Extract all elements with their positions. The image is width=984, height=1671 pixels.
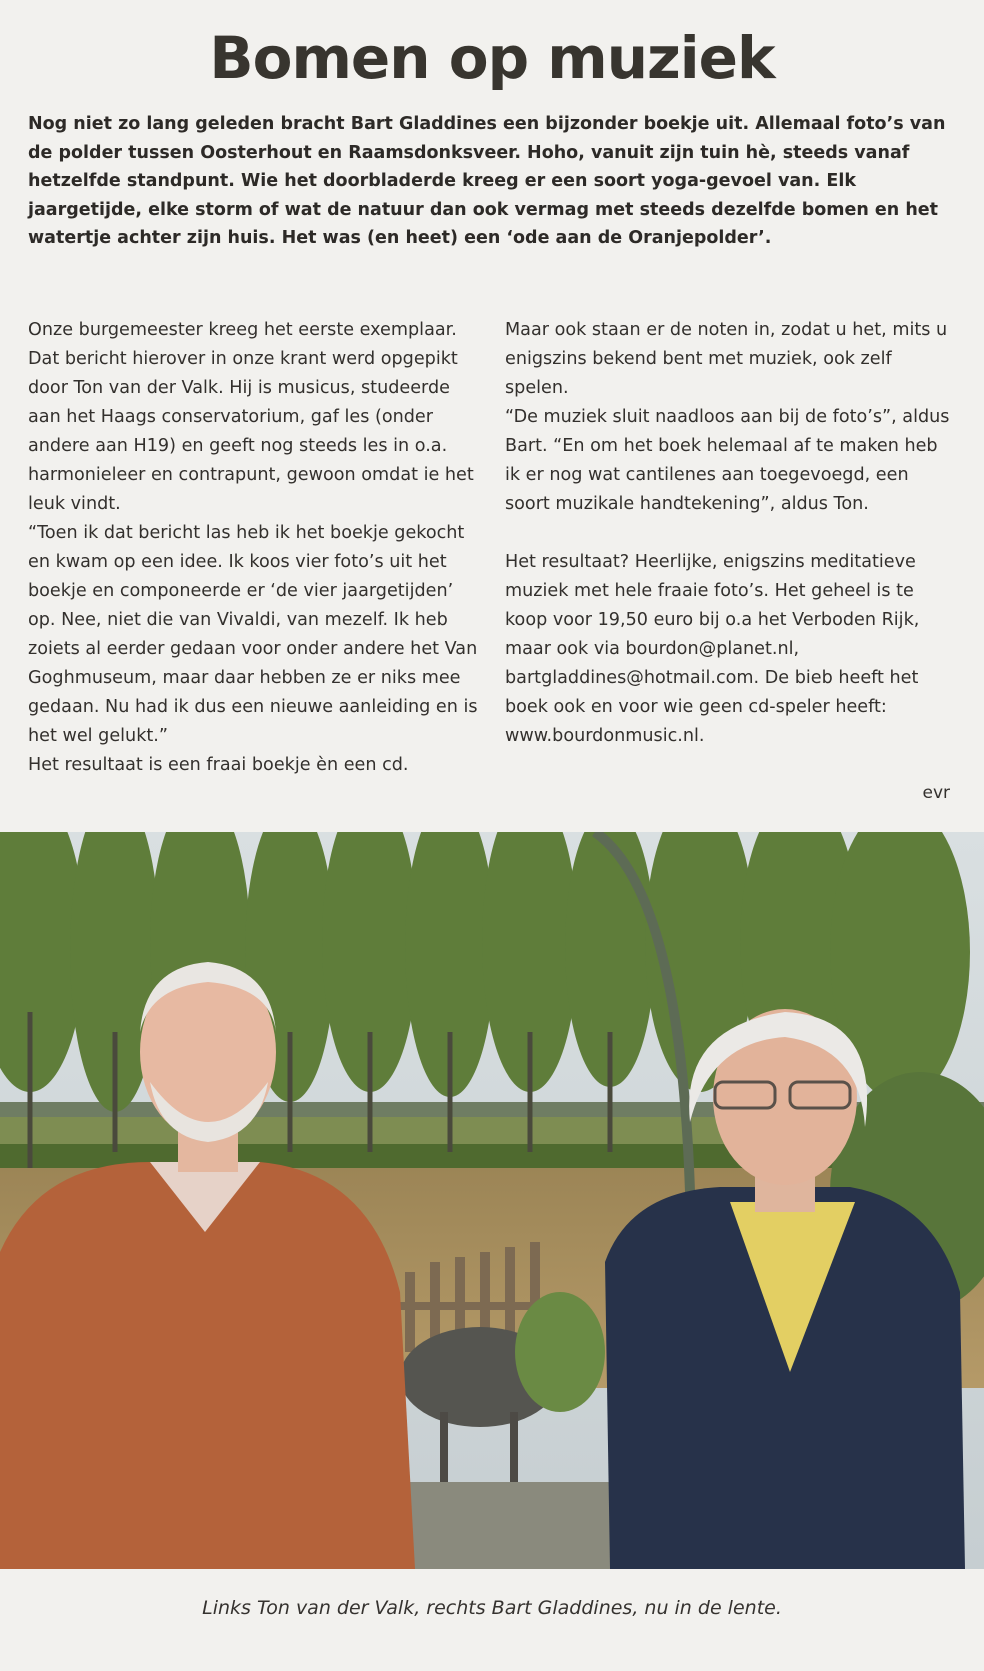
headline: Bomen op muziek bbox=[209, 24, 775, 92]
right-paragraph-1: Maar ook staan er de noten in, zodat u het, mits u enigszins bekend bent met muziek, ook zelf spelen. bbox=[505, 320, 948, 398]
photo-caption: Links Ton van der Valk, rechts Bart Gladdines, nu in de lente. bbox=[202, 1597, 782, 1619]
left-paragraph-3: Het resultaat is een fraai boekje èn een cd. bbox=[28, 755, 409, 775]
right-paragraph-3: Het resultaat? Heerlijke, enigszins meditatieve muziek met hele fraaie foto’s. Het geheel is te koop voor 19,50 euro bij o.a het Verboden Rijk, maar ook via bourdon@planet.nl, bartgladdines@hotmail.com. De bieb heeft het boek ook en voor wie geen cd-speler heeft: www.bourdonmusic.nl. bbox=[505, 552, 920, 746]
byline: evr bbox=[922, 783, 950, 803]
photo-illustration bbox=[0, 832, 984, 1569]
right-column bbox=[505, 316, 957, 751]
left-paragraph-2: “Toen ik dat bericht las heb ik het boekje gekocht en kwam op een idee. Ik koos vier foto’s uit het boekje en componeerde er ‘de vier jaargetijden’ op. Nee, niet die van Vivaldi, van mezelf. Ik heb zoiets al eerder gedaan voor onder andere het Van Goghmuseum, maar daar hebben ze er niks mee gedaan. Nu had ik dus een nieuwe aanleiding en is het wel gelukt.” bbox=[28, 523, 478, 746]
right-paragraph-2: “De muziek sluit naadloos aan bij de foto’s”, aldus Bart. “En om het boek helemaal af te maken heb ik er nog wat cantilenes aan toegevoegd, een soort muzikale handtekening”, aldus Ton. bbox=[505, 407, 950, 514]
left-column bbox=[28, 316, 478, 780]
article-photo bbox=[0, 832, 984, 1569]
intro-paragraph: Nog niet zo lang geleden bracht Bart Gladdines een bijzonder boekje uit. Allemaal foto’s van de polder tussen Oosterhout en Raamsdonksveer. Hoho, vanuit zijn tuin hè, steeds vanaf hetzelfde standpunt. Wie het doorbladerde kreeg er een soort yoga-gevoel van. Elk jaargetijde, elke storm of wat de natuur dan ook vermag met steeds dezelfde bomen en het watertje achter zijn huis. Het was (en heet) een ‘ode aan de Oranjepolder’. bbox=[28, 114, 946, 249]
patio bbox=[380, 1482, 630, 1569]
left-paragraph-1: Onze burgemeester kreeg het eerste exemplaar. Dat bericht hierover in onze krant werd opgepikt door Ton van der Valk. Hij is musicus, studeerde aan het Haags conservatorium, gaf les (onder andere aan H19) en geeft nog steeds les in o.a. harmonieleer en contrapunt, gewoon omdat ie het leuk vindt. bbox=[28, 320, 474, 514]
